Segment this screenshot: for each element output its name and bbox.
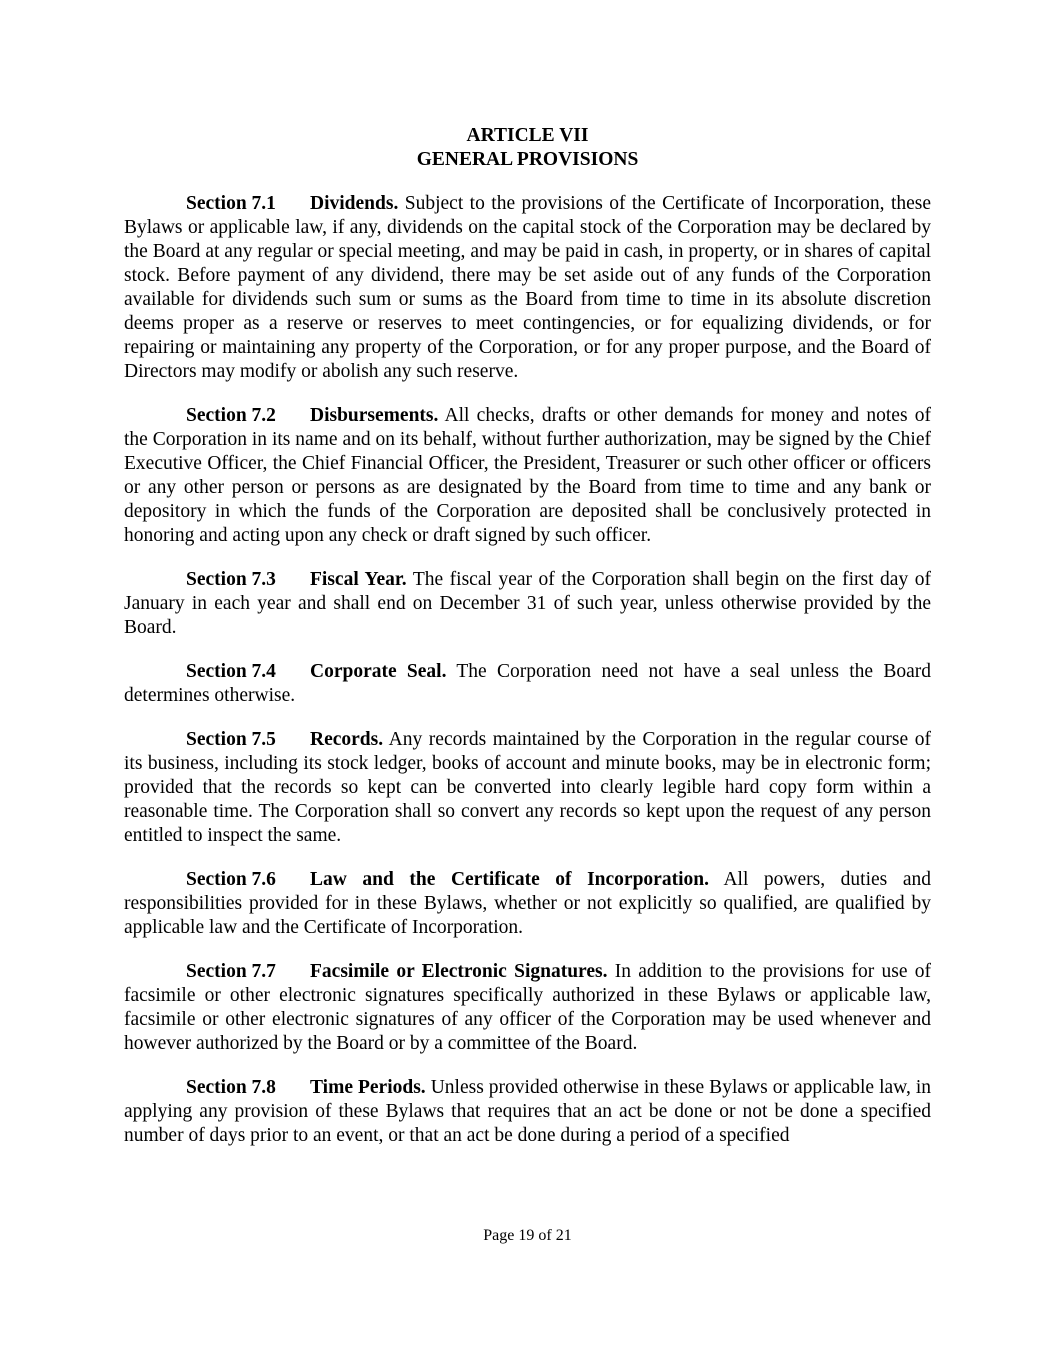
section-text: In addition to the provisions for use of facsimile or other electronic signatures specifically authorized in these Bylaws or applicable law, facsimile or other electronic signatures of any officer of the Corporation may be used whenever and however authorized by the Board or by a committee of the Board. <box>124 961 932 1054</box>
section-title: Disbursements. <box>310 405 439 426</box>
section-7-3 <box>124 568 931 640</box>
page-number: Page 19 of 21 <box>483 1227 572 1244</box>
section-number: Section 7.6 <box>186 869 276 890</box>
section-text: Any records maintained by the Corporation in the regular course of its business, including its stock ledger, books of account and minute books, may be in electronic form; provided that the records so kept can be converted into clearly legible hard copy form within a reasonable time. The Corporation shall so convert any records so kept upon the request of any person entitled to inspect the same. <box>124 729 931 846</box>
article-number: ARTICLE VII <box>466 125 589 146</box>
section-title: Law and the Certificate of Incorporation. <box>310 869 709 890</box>
section-text: Unless provided otherwise in these Bylaws or applicable law, in applying any provision of these Bylaws that requires that an act be done or not be done a specified number of days prior to an event, or that an act be done during a period of a specified <box>124 1077 932 1146</box>
section-number: Section 7.8 <box>186 1077 276 1098</box>
section-number: Section 7.4 <box>186 661 276 682</box>
section-7-1 <box>124 192 931 384</box>
section-title: Corporate Seal. <box>310 661 447 682</box>
article-heading <box>124 124 931 172</box>
section-number: Section 7.3 <box>186 569 276 590</box>
article-title: GENERAL PROVISIONS <box>416 149 639 170</box>
section-text: Subject to the provisions of the Certificate of Incorporation, these Bylaws or applicable law, if any, dividends on the capital stock of the Corporation may be declared by the Board at any regular or special meeting, and may be paid in cash, in property, or in shares of capital stock. Before payment of any dividend, there may be set aside out of any funds of the Corporation available for dividends such sum or sums as the Board from time to time in its absolute discretion deems proper as a reserve or reserves to meet contingencies, or for equalizing dividends, or for repairing or maintaining any property of the Corporation, or for any proper purpose, and the Board of Directors may modify or abolish any such reserve. <box>124 193 932 382</box>
section-title: Facsimile or Electronic Signatures. <box>310 961 608 982</box>
section-title: Fiscal Year. <box>310 569 407 590</box>
section-text: All powers, duties and responsibilities provided for in these Bylaws, whether or not explicitly so qualified, are qualified by applicable law and the Certificate of Incorporation. <box>124 869 931 938</box>
section-7-4 <box>124 660 931 708</box>
section-title: Dividends. <box>310 193 399 214</box>
document-page <box>124 124 931 1168</box>
section-number: Section 7.5 <box>186 729 276 750</box>
section-text: All checks, drafts or other demands for money and notes of the Corporation in its name and on its behalf, without further authorization, may be signed by the Chief Executive Officer, the Chief Financial Officer, the President, Treasurer or such other officer or officers or any other person or persons as are designated by the Board from time to time and any bank or depository in which the funds of the Corporation are deposited shall be conclusively protected in honoring and acting upon any check or draft signed by such officer. <box>124 405 931 546</box>
section-text: The fiscal year of the Corporation shall begin on the first day of January in each year and shall end on December 31 of such year, unless otherwise provided by the Board. <box>124 569 931 638</box>
section-7-5 <box>124 728 931 848</box>
section-7-6 <box>124 868 931 940</box>
section-number: Section 7.1 <box>186 193 276 214</box>
section-7-2 <box>124 404 931 548</box>
section-number: Section 7.7 <box>186 961 276 982</box>
section-title: Time Periods. <box>310 1077 426 1098</box>
section-text: The Corporation need not have a seal unless the Board determines otherwise. <box>124 661 932 706</box>
section-7-7 <box>124 960 931 1056</box>
section-number: Section 7.2 <box>186 405 276 426</box>
section-title: Records. <box>310 729 384 750</box>
section-7-8 <box>124 1076 931 1148</box>
